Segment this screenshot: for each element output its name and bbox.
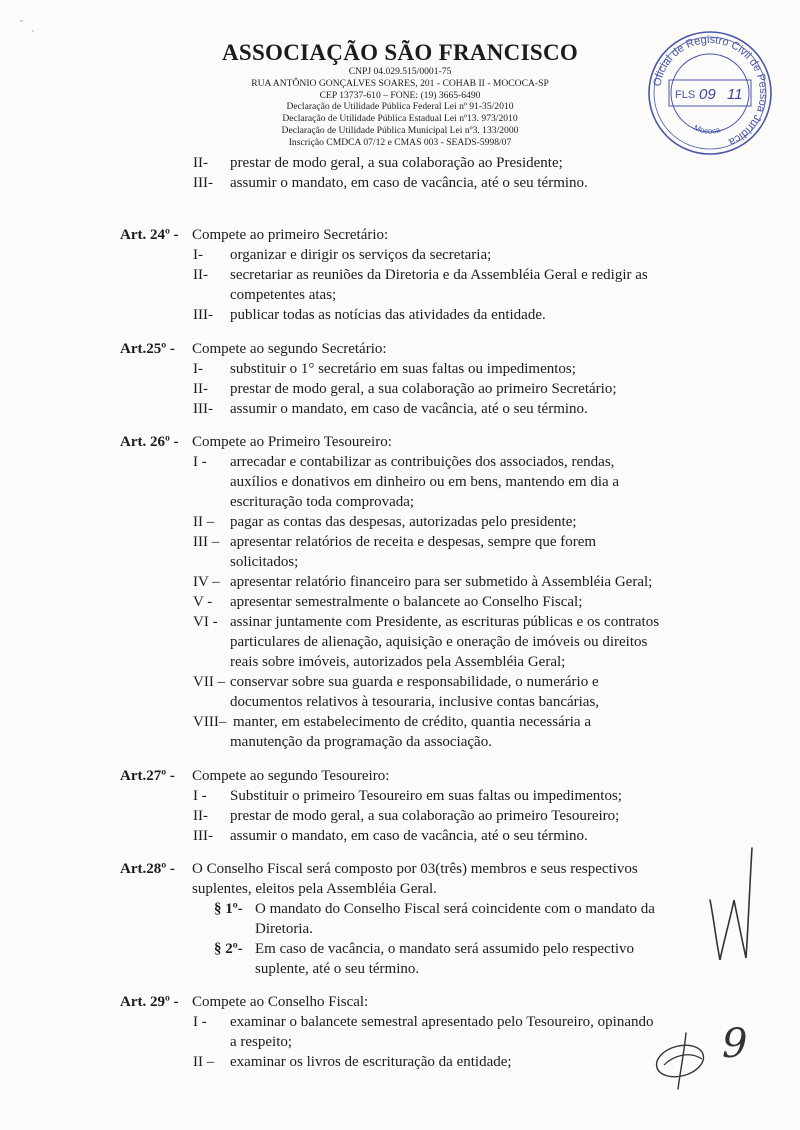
header-registrations: Inscrição CMDCA 07/12 e CMAS 003 - SEADS-5998/07 [288, 136, 512, 148]
header-cnpj: CNPJ 04.029.515/0001-75 [348, 66, 452, 77]
list-item-label: II – [193, 1054, 215, 1070]
list-item-text: manter, em estabelecimento de crédito, quantia necessária a [233, 714, 591, 730]
list-item-label: III- [193, 307, 213, 323]
organization-name: ASSOCIAÇÃO SÃO FRANCISCO [221, 40, 579, 65]
stamp-page-number: 09 [699, 86, 716, 103]
list-item-label: II – [193, 514, 215, 530]
header-decl-municipal: Declaração de Utilidade Pública Municipal Lei nº3. 133/2000 [281, 124, 519, 136]
list-item-label: I - [193, 454, 207, 470]
list-item-text: solicitados; [230, 554, 299, 570]
margin-initials-number: 9 [722, 1021, 748, 1067]
list-item-text: arrecadar e contabilizar as contribuições dos associados, rendas, [230, 454, 615, 470]
header-decl-federal: Declaração de Utilidade Pública Federal Lei nº 91-35/2010 [286, 101, 514, 113]
stamp-fls-label: FLS [675, 89, 696, 101]
list-item-label: I- [193, 247, 203, 263]
list-item-label: II- [193, 155, 208, 171]
paragraph-text: Em caso de vacância, o mandato será assumido pelo respectivo [255, 941, 635, 957]
article-28-intro: O Conselho Fiscal será composto por 03(três) membros e seus respectivos [192, 861, 638, 877]
list-item-text: examinar o balancete semestral apresentado pelo Tesoureiro, opinando [230, 1014, 654, 1030]
margin-signature [700, 840, 760, 970]
article-27-intro: Compete ao segundo Tesoureiro: [192, 768, 390, 784]
list-item-label: III – [193, 534, 220, 550]
list-item-text: Substituir o primeiro Tesoureiro em suas faltas ou impedimentos; [230, 788, 622, 804]
list-item-text: assinar juntamente com Presidente, as escrituras públicas e os contratos [230, 614, 660, 630]
list-item-text: particulares de alienação, aquisição e oneração de imóveis ou direitos [230, 634, 648, 650]
article-28-intro: suplentes, eleitos pela Assembléia Geral. [192, 881, 437, 897]
registry-stamp [645, 28, 775, 158]
stamp-bottom-text: Mococa [692, 123, 722, 136]
paragraph-label: § 2º- [214, 941, 243, 957]
list-item-text: prestar de modo geral, a sua colaboração ao Presidente; [230, 155, 563, 171]
article-25-label: Art.25º - [120, 341, 175, 357]
list-item-label: VII – [193, 674, 226, 690]
list-item-text: apresentar relatório financeiro para ser submetido à Assembléia Geral; [230, 574, 653, 590]
article-26-label: Art. 26º - [120, 434, 179, 450]
header-address: RUA ANTÔNIO GONÇALVES SOARES, 201 - COHAB II - MOCOCA-SP [251, 77, 549, 89]
paragraph-text: O mandato do Conselho Fiscal será coincidente com o mandato da [255, 901, 655, 917]
list-item-text: secretariar as reuniões da Diretoria e da Assembléia Geral e redigir as [230, 267, 648, 283]
list-item-text: assumir o mandato, em caso de vacância, até o seu término. [230, 401, 588, 417]
letterhead [180, 40, 620, 149]
list-item-text: manutenção da programação da associação. [230, 734, 492, 750]
article-27-label: Art.27º - [120, 768, 175, 784]
article-25-intro: Compete ao segundo Secretário: [192, 341, 387, 357]
list-item-label: I- [193, 361, 203, 377]
article-29-label: Art. 29º - [120, 994, 179, 1010]
list-item-text: auxílios e donativos em dinheiro ou em bens, mantendo em dia a [230, 474, 620, 490]
list-item-label: I - [193, 788, 207, 804]
list-item-text: assumir o mandato, em caso de vacância, até o seu término. [230, 828, 588, 844]
list-item-text: documentos relativos à tesouraria, inclusive contas bancárias, [230, 694, 600, 710]
list-item-text: publicar todas as notícias das atividades da entidade. [230, 307, 546, 323]
list-item-label: III- [193, 828, 213, 844]
list-item-label: III- [193, 401, 213, 417]
list-item-text: apresentar relatórios de receita e despesas, sempre que forem [230, 534, 597, 550]
list-item-text: assumir o mandato, em caso de vacância, até o seu término. [230, 175, 588, 191]
header-decl-state: Declaração de Utilidade Pública Estadual Lei nº13. 973/2010 [282, 113, 518, 125]
list-item-label: IV – [193, 574, 220, 590]
paragraph-label: § 1º- [214, 901, 243, 917]
article-24-label: Art. 24º - [120, 227, 179, 243]
list-item-text: competentes atas; [230, 287, 337, 303]
article-26-intro: Compete ao Primeiro Tesoureiro: [192, 434, 392, 450]
list-item-text: conservar sobre sua guarda e responsabilidade, o numerário e [230, 674, 599, 690]
list-item-text: a respeito; [230, 1034, 293, 1050]
list-item-label: V - [193, 594, 213, 610]
list-item-label: VIII– [193, 714, 227, 730]
stamp-handwritten-number: 11 [727, 86, 743, 103]
list-item-label: III- [193, 175, 213, 191]
paragraph-text: suplente, até o seu término. [255, 961, 420, 977]
list-item-text: escrituração toda comprovada; [230, 494, 415, 510]
paragraph-text: Diretoria. [255, 921, 313, 937]
list-item-text: reais sobre imóveis, autorizados pela Assembléia Geral; [230, 654, 566, 670]
list-item-text: prestar de modo geral, a sua colaboração ao primeiro Tesoureiro; [230, 808, 620, 824]
list-item-text: examinar os livros de escrituração da entidade; [230, 1054, 512, 1070]
list-item-text: prestar de modo geral, a sua colaboração ao primeiro Secretário; [230, 381, 617, 397]
stamp-ring-text: Oficial de Registro Civil de Pessoa Jurídica [651, 33, 770, 148]
list-item-label: I - [193, 1014, 207, 1030]
article-24-intro: Compete ao primeiro Secretário: [192, 227, 389, 243]
article-29-intro: Compete ao Conselho Fiscal: [192, 994, 369, 1010]
list-item-text: apresentar semestralmente o balancete ao Conselho Fiscal; [230, 594, 583, 610]
list-item-text: pagar as contas das despesas, autorizadas pelo presidente; [230, 514, 577, 530]
article-28-label: Art.28º - [120, 861, 175, 877]
list-item-label: II- [193, 267, 208, 283]
list-item-text: organizar e dirigir os serviços da secretaria; [230, 247, 492, 263]
list-item-label: VI - [193, 614, 218, 630]
list-item-text: substituir o 1° secretário em suas faltas ou impedimentos; [230, 361, 576, 377]
scan-speck [20, 20, 23, 22]
list-item-label: II- [193, 808, 208, 824]
list-item-label: II- [193, 381, 208, 397]
scan-speck [32, 30, 34, 32]
header-cep-phone: CEP 13737-610 – FONE: (19) 3665-6490 [319, 89, 481, 101]
